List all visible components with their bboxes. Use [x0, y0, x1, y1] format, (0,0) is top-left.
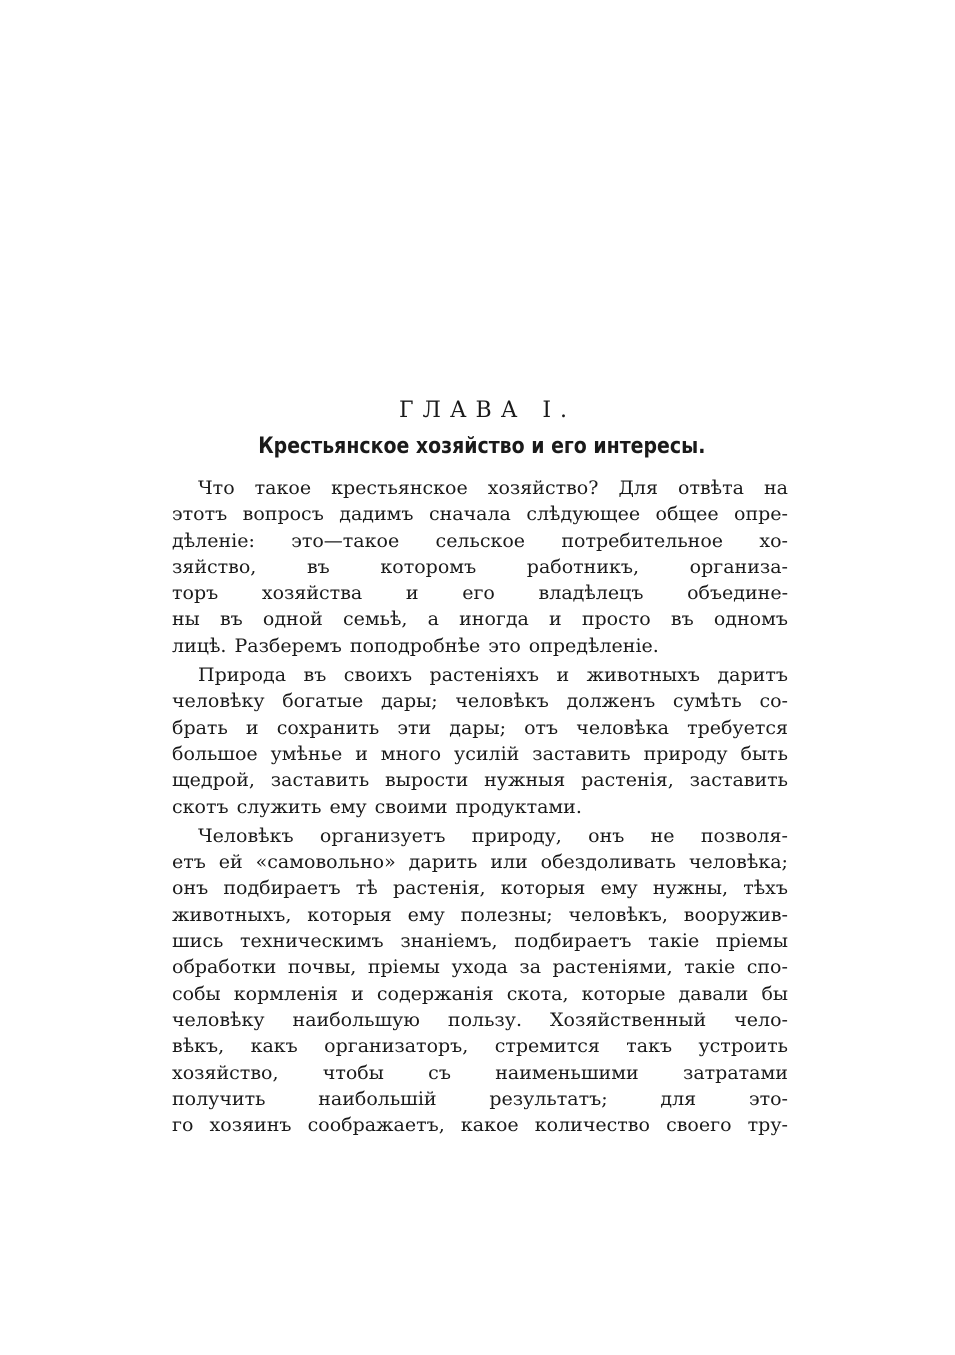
chapter-title: Крестьянское хозяйство и его интересы.: [258, 434, 706, 459]
text-line: вѣкъ, какъ организаторъ, стремится такъ устроить: [172, 1035, 788, 1058]
text-line: скотъ служить ему своими продуктами.: [172, 795, 582, 818]
text-line: этотъ вопросъ дадимъ сначала слѣдующее общее опре-: [172, 503, 788, 526]
text-line: хозяйство, чтобы съ наименьшими затратами: [172, 1061, 788, 1084]
text-line: лицѣ. Разберемъ поподробнѣе это опредѣленіе.: [172, 634, 659, 657]
text-line: обработки почвы, пріемы ухода за растеніями, такіе спо-: [172, 956, 788, 979]
chapter-heading: ГЛАВА I.: [398, 398, 577, 423]
text-line: Природа въ своихъ растеніяхъ и животныхъ даритъ: [198, 664, 788, 687]
text-line: етъ ей «самовольно» дарить или обездоливать человѣка;: [172, 851, 788, 874]
text-line: брать и сохранить эти дары; отъ человѣка требуется: [172, 716, 788, 739]
text-line: человѣку наибольшую пользу. Хозяйственный чело-: [172, 1008, 788, 1031]
text-line: большое умѣнье и много усилій заставить природу быть: [172, 742, 788, 765]
text-line: щедрой, заставить вырости нужныя растенія, заставить: [172, 769, 788, 792]
text-line: Человѣкъ организуетъ природу, онъ не позволя-: [198, 824, 788, 847]
text-line: онъ подбираетъ тѣ растенія, которыя ему нужны, тѣхъ: [172, 877, 788, 900]
body-text: [172, 475, 788, 1138]
text-line: Что такое крестьянское хозяйство? Для отвѣта на: [198, 477, 788, 499]
text-line: получить наибольшій результатъ; для это-: [172, 1087, 788, 1110]
text-line: зяйство, въ которомъ работникъ, организа-: [172, 555, 788, 578]
text-line: го хозяинъ соображаетъ, какое количество своего тру-: [172, 1114, 788, 1137]
text-line: собы кормленія и содержанія скота, которые давали бы: [172, 982, 788, 1005]
text-line: дѣленіе: это—такое сельское потребительное хо-: [172, 529, 788, 552]
text-line: торъ хозяйства и его владѣлецъ объедине-: [172, 582, 788, 605]
text-line: животныхъ, которыя ему полезны; человѣкъ, вооружив-: [172, 903, 788, 926]
text-line: ны въ одной семьѣ, а иногда и просто въ одномъ: [172, 608, 788, 631]
text-line: шись техническимъ знаніемъ, подбираетъ такіе пріемы: [172, 930, 788, 953]
text-line: человѣку богатые дары; человѣкъ долженъ сумѣть со-: [172, 690, 788, 713]
